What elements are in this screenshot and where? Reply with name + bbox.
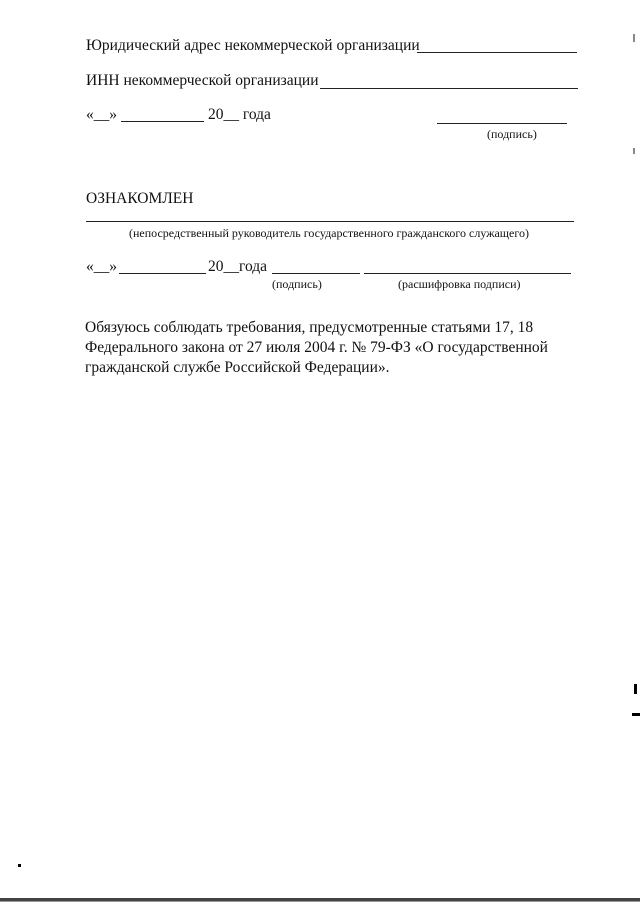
decoding-field[interactable] (364, 273, 571, 274)
scan-mark (632, 713, 640, 716)
scan-edge (0, 901, 640, 902)
inn-label: ИНН некоммерческой организации (86, 72, 319, 89)
signature1-caption: (подпись) (487, 127, 537, 141)
scan-dot (18, 864, 21, 867)
decoding-caption: (расшифровка подписи) (398, 277, 521, 291)
signature2-field[interactable] (272, 273, 360, 274)
date1-year: 20__ года (208, 106, 271, 123)
supervisor-field[interactable] (86, 221, 574, 222)
scan-mark (633, 148, 635, 154)
scan-mark (633, 34, 635, 42)
legal-address-field[interactable] (417, 52, 577, 53)
date1-month-field[interactable] (121, 121, 204, 122)
date1-day: «__» (86, 106, 117, 123)
date2-month-field[interactable] (119, 273, 206, 274)
inn-field[interactable] (320, 88, 578, 89)
supervisor-caption: (непосредственный руководитель государственного гражданского служащего) (129, 226, 529, 240)
scan-mark (634, 684, 637, 694)
date2-day: «__» (86, 258, 117, 275)
signature2-caption: (подпись) (272, 277, 322, 291)
acknowledged-heading: ОЗНАКОМЛЕН (86, 190, 194, 207)
obligation-text: Обязуюсь соблюдать требования, предусмотренные статьями 17, 18 Федерального закона от 27 июля 2004 г. № 79-ФЗ «О государственной гражданской службе Российской Федерации». (85, 319, 548, 376)
legal-address-label: Юридический адрес некоммерческой организации (86, 37, 420, 54)
date2-year: 20__года (208, 258, 268, 275)
signature1-field[interactable] (437, 123, 567, 124)
